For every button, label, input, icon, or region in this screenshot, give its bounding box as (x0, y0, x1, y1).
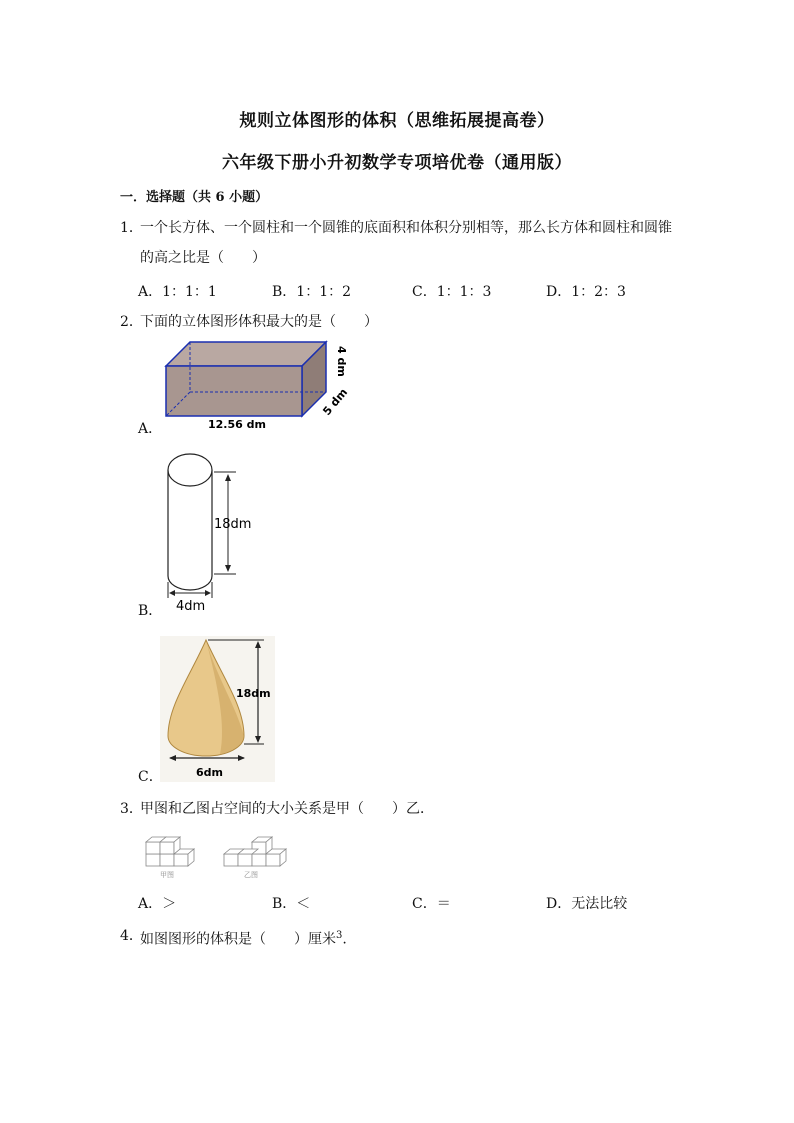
figure-jia-label: 甲图 (160, 871, 174, 879)
question-1-number: 1． (120, 220, 143, 236)
cuboid-height-label: 4 dm (335, 346, 348, 377)
question-3-number: 3． (120, 801, 143, 817)
question-1-option-b[interactable]: B．1：1：2 (272, 284, 352, 300)
cuboid-front-face (166, 366, 302, 416)
cylinder-height-label: 18dm (214, 517, 252, 532)
question-1-text-line1: 一个长方体、一个圆柱和一个圆锥的底面积和体积分别相等，那么长方体和圆柱和圆锥 (140, 220, 672, 236)
question-1-option-d[interactable]: D．1：2：3 (546, 284, 626, 300)
question-3-option-b[interactable]: B．＜ (272, 896, 311, 912)
question-1-option-a[interactable]: A．1：1：1 (138, 284, 217, 300)
question-4-text (140, 926, 347, 950)
question-2-option-b[interactable]: B． (138, 603, 163, 619)
question-3-text: 甲图和乙图占空间的大小关系是甲（ ）乙． (140, 801, 434, 817)
question-4-superscript: 3 (336, 930, 343, 941)
cylinder-top (168, 454, 212, 486)
cylinder-bottom (168, 576, 212, 590)
doc-title-line2: 六年级下册小升初数学专项培优卷（通用版） (222, 153, 572, 173)
question-2-option-c[interactable]: C． (138, 769, 163, 785)
question-2-number: 2． (120, 314, 143, 330)
cone-diameter-label: 6dm (196, 766, 223, 779)
question-4-text-end: . (342, 931, 347, 948)
cone-height-label: 18dm (236, 687, 271, 700)
figure-cuboid (160, 336, 360, 432)
question-3-option-c[interactable]: C．＝ (412, 896, 451, 912)
figure-cone (160, 636, 275, 782)
cylinder-diameter-label: 4dm (176, 599, 206, 614)
question-2-option-a[interactable]: A． (138, 421, 163, 437)
doc-title-line1: 规则立体图形的体积（思维拓展提高卷） (239, 111, 555, 131)
question-2-text: 下面的立体图形体积最大的是（ ） (140, 314, 378, 330)
question-4-number: 4． (120, 928, 143, 944)
question-3-option-d[interactable]: D．无法比较 (546, 896, 628, 912)
figure-yi-label: 乙图 (244, 871, 258, 879)
question-1-text-line2: 的高之比是（ ） (140, 250, 266, 266)
section-heading: 一．选择题（共 6 小题） (120, 190, 269, 205)
question-4-text-body: 如图图形的体积是（ ）厘米 (140, 931, 336, 948)
question-3-option-a[interactable]: A．＞ (138, 896, 177, 912)
figure-jia (140, 834, 200, 880)
cuboid-length-label: 12.56 dm (208, 418, 266, 431)
cuboid-width-label: 5 dm (320, 385, 351, 418)
figure-yi (220, 834, 290, 880)
question-1-option-c[interactable]: C．1：1：3 (412, 284, 492, 300)
figure-cylinder (158, 448, 258, 618)
